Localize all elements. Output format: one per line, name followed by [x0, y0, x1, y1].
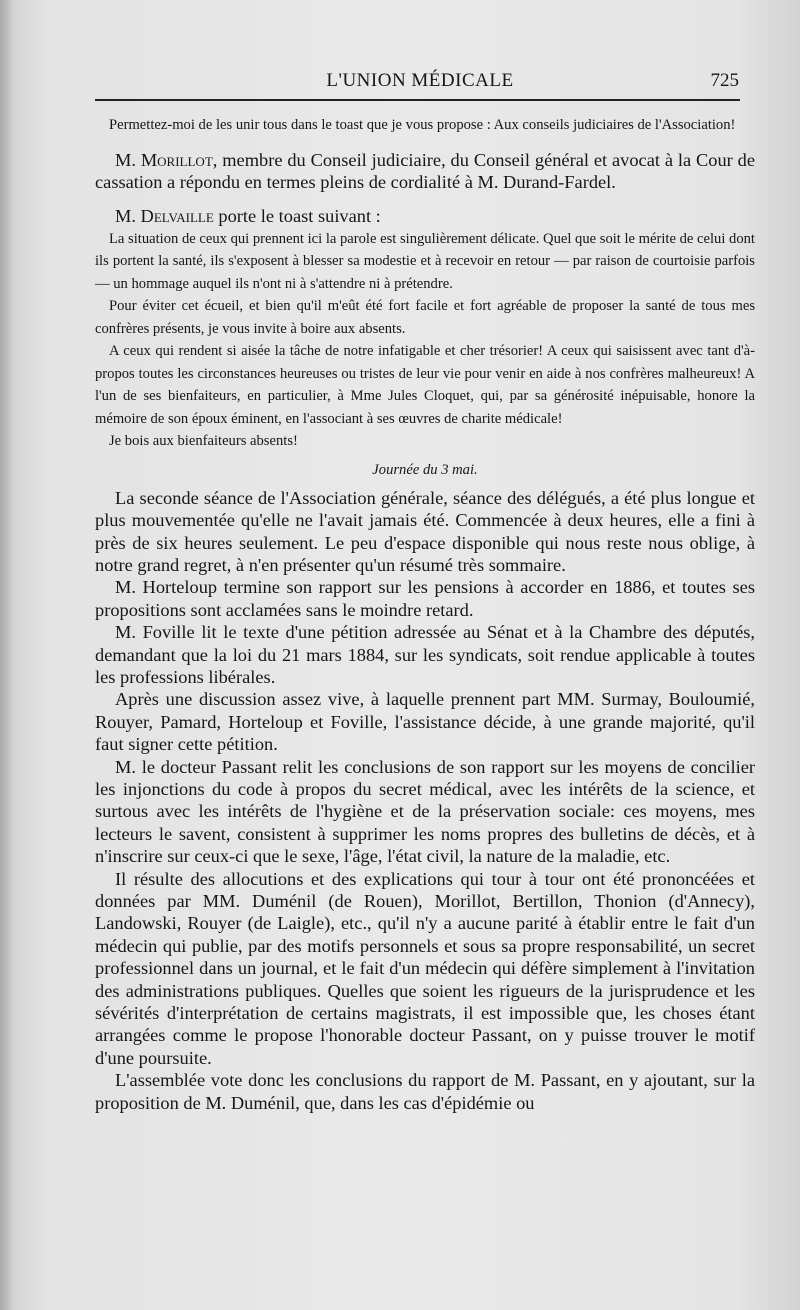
paragraph-toast-conseils: Permettez-moi de les unir tous dans le toast que je vous propose : Aux conseils judiciaires de l'Association!: [109, 117, 736, 133]
paragraph-seconde-seance: La seconde séance de l'Association générale, séance des délégués, a été plus longue et plus mouvementée qu'elle ne l'avait jamais été. Commencée à deux heures, elle a fini à près de six heures seulement. Le peu d'espace disponible qui nous reste nous oblige, à notre grand regret, à n'en présenter qu'un résumé très sommaire.: [95, 487, 755, 575]
speaker-morillot: M. Morillot: [115, 149, 213, 170]
paragraph-eviter: Pour éviter cet écueil, et bien qu'il m'eût été fort facile et fort agréable de proposer la santé de tous mes confrères présents, je vous invite à boire aux absents.: [95, 298, 755, 337]
page-edge-shadow: [0, 0, 14, 1310]
paragraph-morillot: [95, 149, 755, 194]
paragraph-morillot-text: , membre du Conseil judiciaire, du Conseil général et avocat à la Cour de cassation a répondu en termes pleins de cordialité à M. Durand-Fardel.: [95, 149, 755, 192]
running-title: L'UNION MÉDICALE: [326, 70, 514, 91]
paragraph-horteloup: M. Horteloup termine son rapport sur les pensions à accorder en 1886, et toutes ses propositions sont acclamées sans le moindre retard.: [95, 577, 755, 620]
paragraph-foville: M. Foville lit le texte d'une pétition adressée au Sénat et à la Chambre des députés, demandant que la loi du 21 mars 1884, sur les syndicats, soit rendue applicable à toutes les professions libérales.: [95, 622, 755, 687]
paragraph-passant: M. le docteur Passant relit les conclusions de son rapport sur les moyens de concilier les injonctions du code à propos du secret médical, avec les intérêts de la science, et surtous avec les intérêts de l'hygiène et de la préservation sociale: ces moyens, mes lecteurs le savent, consistent à supprimer les noms propres des bulletins de décès, et à n'inscrire sur ceux-ci que le sexe, l'âge, l'état civil, la nature de la maladie, etc.: [95, 756, 755, 867]
page-header: [95, 68, 745, 98]
speaker-delvaille: M. Delvaille: [115, 206, 214, 227]
paragraph-je-bois: Je bois aux bienfaiteurs absents!: [109, 433, 298, 450]
article-body: [95, 114, 755, 1114]
paragraph-allocutions: Il résulte des allocutions et des explications qui tour à tour ont été prononcéées et données par MM. Duménil (de Rouen), Morillot, Bertillon, Thonion (d'Annecy), Landowski, Rouyer (de Laigle), etc., qu'il n'y a aucune parité à établir entre le fait d'un médecin qui publie, par des motifs personnels et sous sa propre responsabilité, un secret professionnel dans un journal, et le fait d'un médecin qui défère simplement à l'invitation des administrations publiques. Quelles que soient les rigueurs de la jurisprudence et les sévérités d'interprétation de certains magistrats, il est impossible que, les choses étant arrangées comme le propose l'honorable docteur Passant, on y puisse trouver le motif d'une poursuite.: [95, 868, 755, 1068]
paragraph-delvaille: [95, 205, 755, 227]
paragraph-delvaille-text: porte le toast suivant :: [213, 206, 381, 227]
page-number: 725: [710, 70, 739, 91]
section-date: Journée du 3 mai.: [372, 461, 478, 478]
header-rule: [95, 99, 740, 101]
paragraph-assemblee: L'assemblée vote donc les conclusions du rapport de M. Passant, en y ajoutant, sur la proposition de M. Duménil, que, dans les cas d'épidémie ou: [95, 1070, 755, 1113]
paragraph-bienfaiteurs: A ceux qui rendent si aisée la tâche de notre infatigable et cher trésorier! A ceux qui saisissent avec tant d'à-propos toutes les circonstances heureuses ou tristes de leur vie pour venir en aide à nos confrères malheureux! A l'un de ses bienfaiteurs, en particulier, à Mme Jules Cloquet, qui, par sa générosité inépuisable, honore la mémoire de son époux éminent, en l'associant à ses œuvres de charite médicale!: [95, 343, 755, 427]
paragraph-situation: La situation de ceux qui prennent ici la parole est singulièrement délicate. Quel que soit le mérite de celui dont ils portent la santé, ils s'exposent à blesser sa modestie et à recevoir en retour — par raison de courtoisie parfois — un hommage auquel ils n'ont ni à s'attendre ni à prétendre.: [95, 230, 755, 292]
paragraph-discussion: Après une discussion assez vive, à laquelle prennent part MM. Surmay, Bouloumié, Rouyer, Pamard, Horteloup et Foville, l'assistance décide, à une grande majorité, qu'il faut signer cette pétition.: [95, 689, 755, 755]
